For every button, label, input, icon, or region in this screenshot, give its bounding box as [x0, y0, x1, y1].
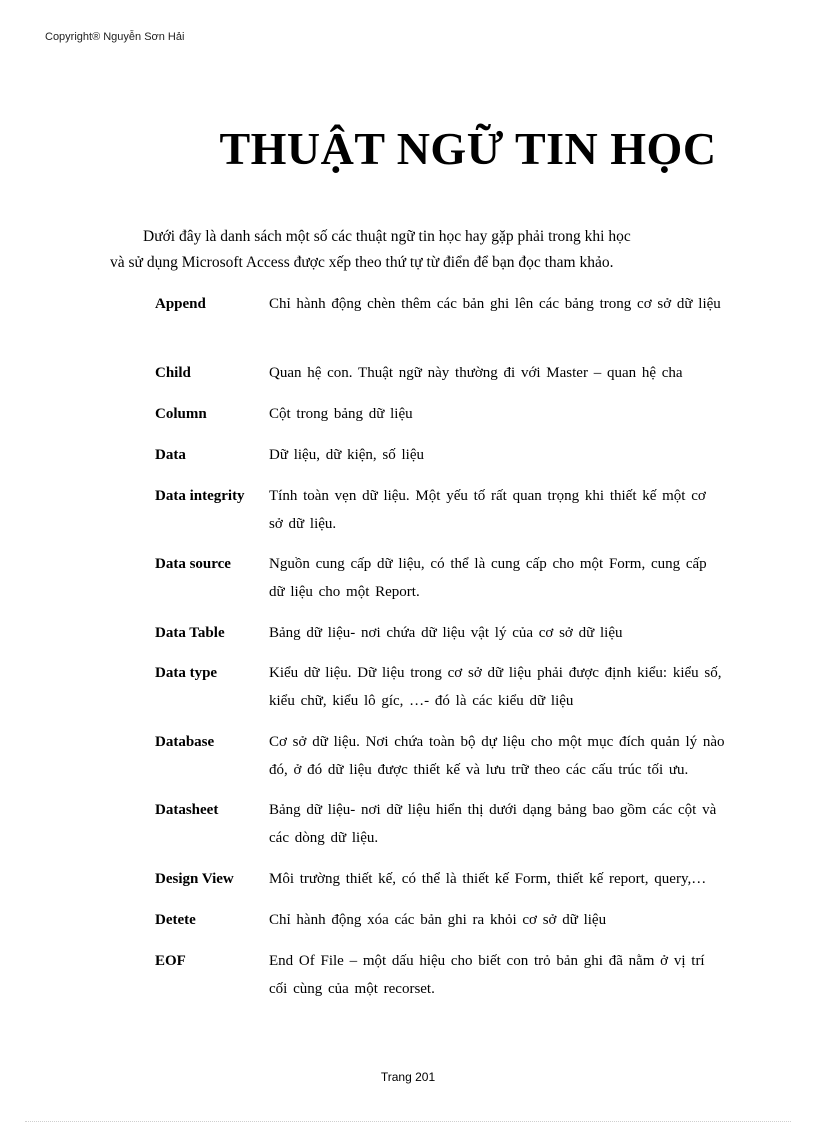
footer-divider [25, 1121, 791, 1122]
glossary-entry [155, 400, 725, 441]
glossary-entry [155, 441, 725, 482]
glossary-entry [155, 290, 725, 359]
glossary-definition: Nguồn cung cấp dữ liệu, có thể là cung cấp cho một Form, cung cấp dữ liệu cho một Report. [269, 556, 707, 600]
glossary-definition: End Of File – một dấu hiệu cho biết con trỏ bản ghi đã nằm ở vị trí cối cùng của một recorset. [269, 953, 705, 997]
glossary-entry [155, 796, 725, 865]
glossary-term: Datasheet [155, 802, 219, 818]
glossary-definition: Cột trong bảng dữ liệu [269, 406, 413, 422]
glossary-entry [155, 619, 725, 659]
glossary-definition: Cơ sở dữ liệu. Nơi chứa toàn bộ dự liệu cho một mục đích quản lý nào đó, ở đó dữ liệu được thiết kế và lưu trữ theo các cấu trúc tối ưu. [269, 734, 725, 778]
glossary-entry [155, 359, 725, 400]
glossary-list [155, 290, 725, 1016]
glossary-term: Column [155, 406, 207, 422]
glossary-term: Detete [155, 912, 196, 928]
glossary-definition: Chỉ hành động xóa các bản ghi ra khỏi cơ sở dữ liệu [269, 912, 607, 928]
glossary-entry [155, 947, 725, 1016]
glossary-entry [155, 728, 725, 796]
page-number: Trang 201 [380, 1070, 436, 1084]
glossary-definition: Chỉ hành động chèn thêm các bản ghi lên các bảng trong cơ sở dữ liệu [269, 296, 721, 312]
glossary-term: Append [155, 296, 206, 312]
glossary-definition: Bảng dữ liệu- nơi dữ liệu hiển thị dưới dạng bảng bao gồm các cột và các dòng dữ liệu. [269, 802, 717, 846]
glossary-entry [155, 482, 725, 550]
glossary-definition: Kiểu dữ liệu. Dữ liệu trong cơ sở dữ liệu phải được định kiểu: kiểu số, kiểu chữ, kiểu lô gíc, …- đó là các kiểu dữ liệu [269, 665, 722, 709]
glossary-term: Data [155, 447, 186, 463]
glossary-term: Child [155, 365, 191, 381]
glossary-entry [155, 550, 725, 619]
glossary-definition: Tính toàn vẹn dữ liệu. Một yếu tố rất quan trọng khi thiết kế một cơ sở dữ liệu. [269, 488, 706, 532]
glossary-term: Design View [155, 871, 234, 887]
intro-paragraph [110, 224, 730, 276]
glossary-term: Data integrity [155, 488, 245, 504]
glossary-entry [155, 865, 725, 906]
glossary-term: Data Table [155, 625, 225, 641]
glossary-definition: Quan hệ con. Thuật ngữ này thường đi với Master – quan hệ cha [269, 365, 683, 381]
glossary-definition: Môi trường thiết kế, có thể là thiết kế Form, thiết kế report, query,… [269, 871, 707, 887]
glossary-term: Data source [155, 556, 231, 572]
glossary-term: Database [155, 734, 215, 750]
glossary-term: EOF [155, 953, 186, 969]
copyright-header: Copyright® Nguyễn Sơn Hải [45, 31, 185, 43]
glossary-definition: Bảng dữ liệu- nơi chứa dữ liệu vật lý của cơ sở dữ liệu [269, 625, 623, 641]
glossary-entry [155, 659, 725, 728]
intro-line-1: Dưới đây là danh sách một số các thuật ngữ tin học hay gặp phải trong khi học [143, 228, 631, 245]
glossary-entry [155, 906, 725, 947]
glossary-term: Data type [155, 665, 218, 681]
intro-line-2: và sử dụng Microsoft Access được xếp theo thứ tự từ điển để bạn đọc tham khảo. [110, 254, 614, 271]
glossary-definition: Dữ liệu, dữ kiện, số liệu [269, 447, 424, 463]
page-title: THUẬT NGỮ TIN HỌC [219, 123, 717, 174]
